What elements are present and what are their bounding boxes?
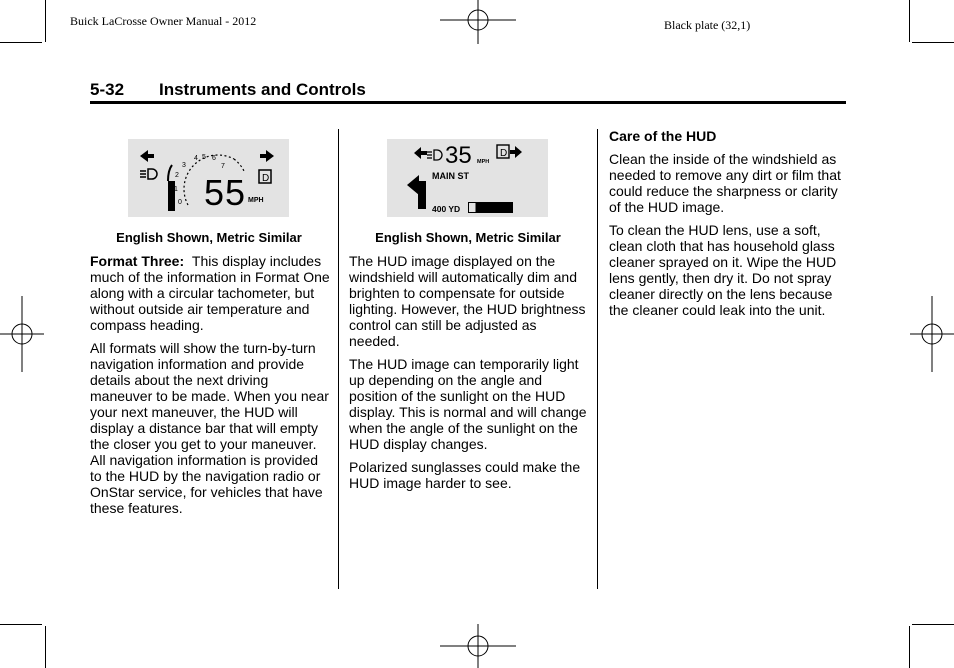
hud-speed-unit: MPH bbox=[477, 159, 490, 165]
tachometer-sweep bbox=[168, 165, 172, 181]
tach-number: 5 bbox=[202, 154, 206, 161]
street-name: MAIN ST bbox=[432, 171, 469, 181]
section-number: 5-32 bbox=[90, 80, 125, 99]
section-title: Instruments and Controls bbox=[159, 80, 366, 99]
registration-mark-top bbox=[440, 0, 516, 44]
tach-number: 2 bbox=[175, 172, 179, 179]
tach-number: 1 bbox=[174, 186, 178, 193]
figure-caption: English Shown, Metric Similar bbox=[375, 230, 561, 245]
distance-bar bbox=[468, 202, 513, 213]
tach-number: 4 bbox=[194, 155, 198, 162]
turn-right-arrow-icon bbox=[260, 150, 274, 162]
manual-title: Buick LaCrosse Owner Manual - 2012 bbox=[70, 14, 257, 28]
hud-figure-navigation bbox=[387, 139, 548, 217]
turn-left-maneuver-arrow-icon bbox=[407, 175, 422, 209]
gear-indicator: D bbox=[262, 173, 270, 184]
paragraph: All formats will show the turn-by-turn navigation information and provide details about the next driving maneuver to be made. When you near your next maneuver, the HUD will display a distance bar that will empty the closer you get to your maneuver. All navigation information is provided to the HUD by the navigation radio or OnStar service, for vehicles that have these features. bbox=[90, 340, 329, 516]
registration-mark-right bbox=[910, 296, 954, 372]
crop-mark bbox=[912, 624, 954, 625]
paragraph: The HUD image can temporarily light up depending on the angle and position of the sunlight on the HUD display. This is normal and will change when the angle of the sunlight on the HUD display changes. bbox=[349, 356, 587, 452]
turn-left-arrow-icon bbox=[140, 150, 154, 162]
crop-mark bbox=[45, 626, 46, 668]
registration-mark-left bbox=[0, 296, 44, 372]
gear-indicator: D bbox=[500, 148, 508, 159]
column-1-text bbox=[90, 253, 330, 523]
hud-speed-unit: MPH bbox=[248, 197, 264, 204]
turn-right-arrow-icon bbox=[510, 146, 522, 158]
header-rule bbox=[90, 101, 846, 104]
crop-mark bbox=[45, 0, 46, 42]
column-divider bbox=[338, 129, 339, 589]
turn-left-arrow-icon bbox=[414, 147, 427, 159]
paragraph: To clean the HUD lens, use a soft, clean cloth that has household glass cleaner sprayed on it. Wipe the HUD lens gently, then dry it. Do not spray cleaner directly on the lens because the cleaner could leak into the unit. bbox=[609, 222, 837, 318]
column-divider bbox=[597, 129, 598, 589]
hud-speed: 35 bbox=[445, 142, 472, 169]
plate-label: Black plate (32,1) bbox=[664, 18, 751, 32]
hud-figure-format-three bbox=[128, 139, 289, 217]
headlight-icon bbox=[427, 150, 442, 160]
distance-label: 400 YD bbox=[432, 204, 461, 214]
column-3-text bbox=[609, 128, 849, 325]
headlight-icon bbox=[140, 169, 157, 179]
registration-mark-bottom bbox=[440, 624, 516, 668]
tach-number: 6 bbox=[212, 155, 216, 162]
crop-mark bbox=[909, 0, 910, 42]
crop-mark bbox=[912, 42, 954, 43]
figure-caption: English Shown, Metric Similar bbox=[116, 230, 302, 245]
care-of-hud-heading: Care of the HUD bbox=[609, 128, 717, 144]
paragraph: The HUD image displayed on the windshield will automatically dim and brighten to compensate for outside lighting. However, the HUD brightness control can still be adjusted as needed. bbox=[349, 253, 586, 349]
column-2-text bbox=[349, 253, 589, 498]
paragraph: Clean the inside of the windshield as needed to remove any dirt or film that could reduce the sharpness or clarity of the HUD image. bbox=[609, 151, 841, 215]
tach-number: 7 bbox=[221, 163, 225, 170]
format-three-label: Format Three: bbox=[90, 253, 185, 269]
paragraph: Polarized sunglasses could make the HUD image harder to see. bbox=[349, 459, 581, 491]
crop-mark bbox=[909, 626, 910, 668]
format-three-text: This display includes much of the information in Format One along with a circular tachometer, but without outside air temperature and compass heading. bbox=[90, 253, 330, 333]
crop-mark bbox=[0, 42, 42, 43]
tach-number: 0 bbox=[178, 199, 182, 206]
hud-speed: 55 bbox=[204, 172, 247, 213]
paragraph bbox=[90, 253, 330, 333]
tach-number: 3 bbox=[182, 162, 186, 169]
crop-mark bbox=[0, 624, 42, 625]
